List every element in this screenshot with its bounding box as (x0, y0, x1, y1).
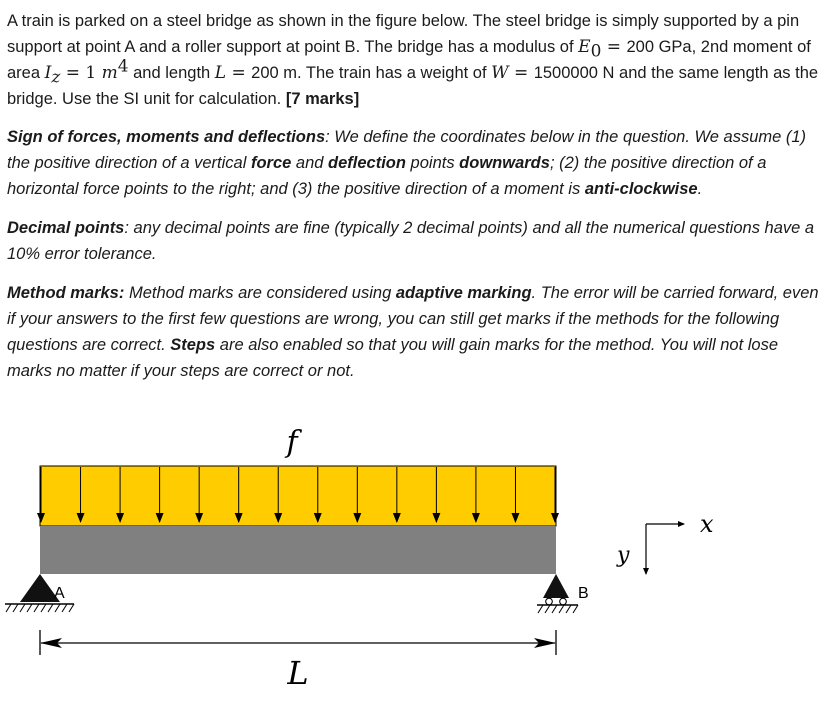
bold-term: adaptive marking (395, 284, 532, 302)
statement-text: A train is parked on a steel bridge as shown in the figure below. The steel bridge is simply supported by a pin support at point A and a roller support at point B. The bridge has a modulus of (7, 12, 800, 56)
inertia-subscript: z (51, 67, 61, 88)
bold-term: deflection (328, 154, 406, 172)
statement-text: and length (128, 64, 215, 82)
equals-sign: = (601, 37, 627, 57)
ground-hatch-line (20, 604, 25, 612)
ground-hatch-line (573, 605, 578, 613)
paragraph-text: are also enabled so that you will gain marks for the method. You will not lose marks no matter if your steps are correct or not. (7, 336, 779, 380)
roller-wheel (546, 598, 553, 605)
ground-hatch-line (41, 604, 46, 612)
length-value: 200 m. The train has a weight of (251, 64, 492, 82)
equals-sign: = (60, 63, 86, 83)
ground-hatch-line (55, 604, 60, 612)
ground-hatch-line (27, 604, 32, 612)
ground-hatch-line (538, 605, 543, 613)
modulus-symbol: E (578, 37, 591, 57)
paragraph-text: points (405, 154, 460, 172)
bold-term: force (250, 154, 292, 172)
modulus-value: 200 GPa, 2nd moment of area (7, 38, 811, 82)
bold-term: Steps (170, 336, 216, 354)
marks-label: [7 marks] (285, 90, 360, 108)
ground-hatch-line (545, 605, 550, 613)
equals-sign: = (508, 63, 534, 83)
paragraph-text: : any decimal points are fine (typically 2 decimal points) and all the numerical questions have a 10% error tolerance. (7, 219, 815, 263)
bold-term: anti-clockwise (584, 180, 698, 198)
load-label: f (286, 425, 298, 460)
paragraph-text: and (291, 154, 329, 172)
ground-hatch-b (538, 605, 578, 613)
sign-convention-heading: Sign of forces, moments and deflections (7, 128, 326, 146)
ground-hatch-line (62, 604, 67, 612)
length-symbol: L (214, 63, 227, 83)
ground-hatch-line (48, 604, 53, 612)
inertia-symbol: I (44, 63, 52, 83)
weight-symbol: W (491, 63, 509, 83)
ground-hatch-line (552, 605, 557, 613)
ground-hatch-line (13, 604, 18, 612)
distributed-load (40, 466, 556, 526)
decimal-points-heading: Decimal points (7, 219, 125, 237)
steel-bridge-beam (40, 526, 556, 574)
ground-hatch-line (566, 605, 571, 613)
inertia-unit: m (101, 63, 118, 83)
paragraph-text: : We define the coordinates below in the question. We assume (1) the positive direction of a vertical (7, 128, 807, 172)
inertia-value: 1 (85, 63, 102, 83)
ground-hatch-line (6, 604, 11, 612)
length-label: L (287, 654, 309, 692)
support-a-label: A (54, 585, 65, 602)
ground-hatch-line (559, 605, 564, 613)
ground-hatch-line (34, 604, 39, 612)
paragraph-text: ; (2) the positive direction of a horizontal force points to the right; and (3) the positive direction of a moment is (7, 154, 767, 198)
support-b-label: B (578, 585, 589, 602)
roller-wheel (560, 598, 567, 605)
x-axis-label: x (700, 510, 714, 538)
paragraph-text: . (697, 180, 703, 198)
ground-hatch-a (6, 604, 74, 612)
bold-term: downwards (459, 154, 550, 172)
paragraph-text: . The error will be carried forward, even if your answers to the first few questions are wrong, you can still get marks if the methods for the following questions are correct. (7, 284, 819, 354)
inertia-exponent: 4 (117, 56, 129, 77)
method-marks-heading: Method marks: (7, 284, 125, 302)
modulus-subscript: 0 (590, 41, 602, 62)
roller-support-b-icon (543, 574, 569, 598)
weight-value: 1500000 N and the same length as the bridge. Use the SI unit for calculation. (7, 64, 819, 108)
ground-hatch-line (69, 604, 74, 612)
equals-sign: = (226, 63, 252, 83)
y-axis-label: y (617, 543, 630, 568)
paragraph-text: Method marks are considered using (124, 284, 396, 302)
